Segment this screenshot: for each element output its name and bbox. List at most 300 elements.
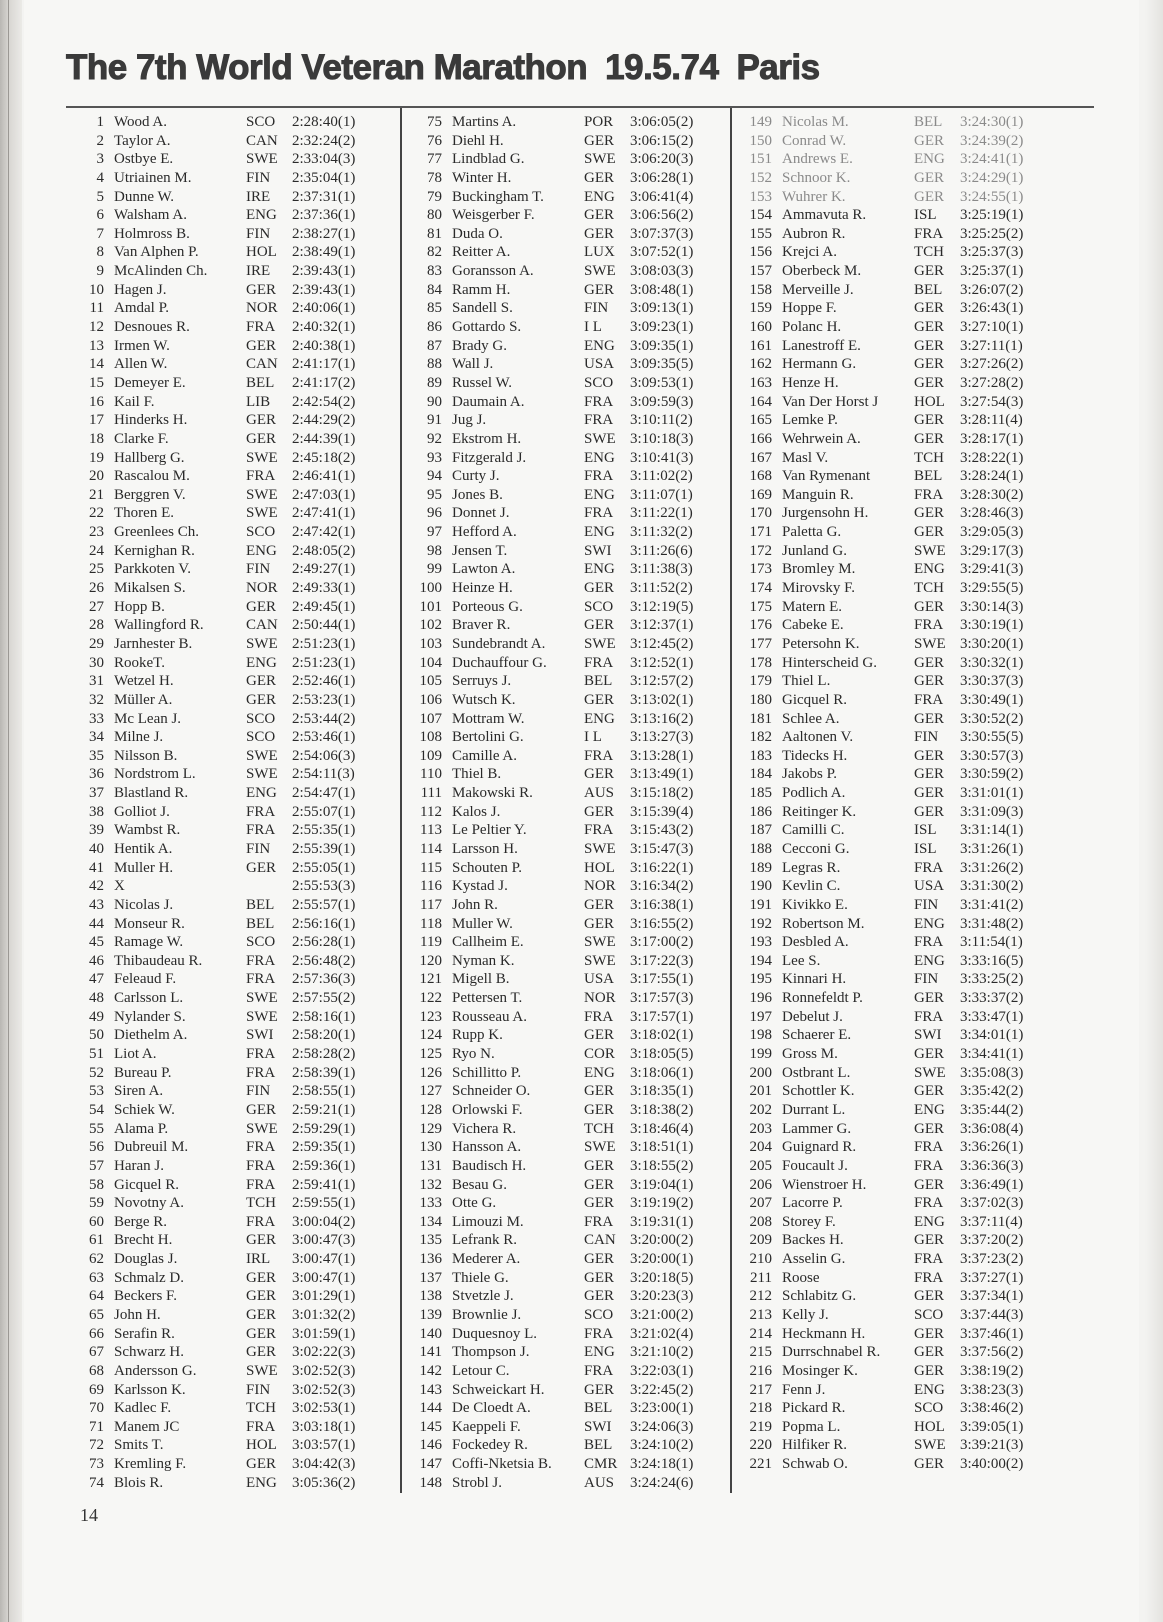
result-rank: 134 bbox=[419, 1213, 442, 1230]
result-time: 3:37:27(1) bbox=[960, 1269, 1024, 1286]
result-time: 3:30:19(1) bbox=[960, 617, 1024, 634]
result-rank: 53 bbox=[89, 1083, 104, 1100]
result-row bbox=[412, 1399, 737, 1418]
result-rank: 173 bbox=[749, 561, 772, 578]
result-name: John R. bbox=[452, 896, 498, 913]
result-time: 3:37:44(3) bbox=[960, 1307, 1024, 1323]
result-country: BEL bbox=[246, 374, 275, 391]
result-row bbox=[412, 560, 737, 579]
result-rank: 178 bbox=[749, 654, 772, 671]
result-row bbox=[74, 1399, 399, 1418]
title-word-5: Marathon bbox=[433, 48, 588, 87]
result-time: 3:06:28(1) bbox=[630, 169, 694, 186]
result-rank: 6 bbox=[96, 207, 104, 224]
result-row bbox=[412, 523, 737, 542]
result-country: I L bbox=[584, 729, 602, 746]
result-country: GER bbox=[914, 374, 944, 391]
result-time: 3:16:38(1) bbox=[630, 896, 694, 913]
result-row bbox=[742, 169, 1067, 188]
result-country: GER bbox=[246, 673, 276, 690]
result-name: Russel W. bbox=[452, 374, 513, 391]
result-country: SWE bbox=[246, 990, 278, 1007]
result-row bbox=[412, 933, 737, 952]
result-rank: 58 bbox=[89, 1176, 104, 1193]
result-row bbox=[74, 859, 399, 878]
result-row bbox=[742, 933, 1067, 952]
result-row bbox=[74, 579, 399, 598]
result-name: Kalos J. bbox=[452, 803, 501, 820]
result-rank: 124 bbox=[419, 1027, 442, 1044]
result-row bbox=[412, 821, 737, 840]
result-time: 3:13:28(1) bbox=[630, 747, 694, 764]
result-row bbox=[742, 635, 1067, 654]
result-name: Heinze H. bbox=[452, 580, 513, 597]
result-rank: 5 bbox=[96, 188, 104, 205]
result-name: Popma L. bbox=[782, 1418, 841, 1435]
result-time: 2:58:55(1) bbox=[292, 1083, 356, 1100]
result-name: Andrews E. bbox=[782, 151, 853, 168]
result-country: GER bbox=[584, 1176, 614, 1193]
result-name: Jarnhester B. bbox=[114, 635, 193, 652]
result-name: RookeT. bbox=[114, 654, 165, 671]
result-country: FIN bbox=[246, 169, 271, 186]
result-rank: 201 bbox=[749, 1083, 772, 1100]
result-time: 3:04:42(3) bbox=[292, 1456, 356, 1473]
result-country: TCH bbox=[246, 1195, 276, 1212]
result-time: 3:30:20(1) bbox=[960, 635, 1024, 652]
result-rank: 197 bbox=[749, 1008, 772, 1025]
result-time: 2:53:46(1) bbox=[292, 729, 356, 746]
result-country: SWE bbox=[246, 747, 278, 764]
result-row bbox=[412, 169, 737, 188]
result-name: Orlowski F. bbox=[452, 1101, 523, 1118]
result-time: 3:28:24(1) bbox=[960, 468, 1024, 485]
result-time: 2:53:23(1) bbox=[292, 691, 356, 708]
result-country: SWE bbox=[246, 635, 278, 652]
result-country: FRA bbox=[584, 1362, 614, 1379]
result-row bbox=[412, 1436, 737, 1455]
result-country: USA bbox=[584, 356, 615, 373]
result-time: 3:11:26(6) bbox=[630, 542, 693, 559]
result-name: Strobl J. bbox=[452, 1474, 503, 1491]
result-time: 3:15:18(2) bbox=[630, 785, 694, 802]
result-country: SCO bbox=[246, 934, 276, 951]
result-country: SCO bbox=[584, 374, 614, 391]
result-name: Hopp B. bbox=[114, 598, 165, 615]
result-row bbox=[742, 1399, 1067, 1418]
result-row bbox=[412, 132, 737, 151]
result-row bbox=[412, 225, 737, 244]
result-row bbox=[74, 486, 399, 505]
result-row bbox=[742, 337, 1067, 356]
result-rank: 142 bbox=[419, 1362, 442, 1379]
result-name: Wuhrer K. bbox=[782, 188, 846, 205]
result-rank: 143 bbox=[419, 1381, 442, 1398]
result-time: 3:18:35(1) bbox=[630, 1083, 694, 1100]
result-name: Wienstroer H. bbox=[782, 1176, 867, 1193]
result-rank: 165 bbox=[749, 412, 772, 429]
result-country: GER bbox=[914, 524, 944, 541]
result-row bbox=[742, 840, 1067, 859]
result-rank: 114 bbox=[420, 840, 442, 857]
result-row bbox=[412, 393, 737, 412]
result-name: Guignard R. bbox=[782, 1139, 857, 1156]
result-time: 3:12:19(5) bbox=[630, 598, 694, 615]
result-time: 3:33:37(2) bbox=[960, 990, 1024, 1007]
result-country: GER bbox=[914, 430, 944, 447]
result-time: 2:55:05(1) bbox=[292, 859, 356, 876]
result-country: HOL bbox=[246, 1437, 277, 1454]
result-rank: 107 bbox=[419, 710, 442, 727]
result-rank: 186 bbox=[749, 803, 772, 820]
result-name: Merveille J. bbox=[782, 281, 854, 298]
result-country: FRA bbox=[914, 859, 944, 876]
result-time: 3:13:27(3) bbox=[630, 729, 694, 746]
result-name: Mikalsen S. bbox=[114, 580, 186, 597]
result-row bbox=[74, 1176, 399, 1195]
result-name: Matern E. bbox=[782, 598, 842, 615]
result-time: 2:54:47(1) bbox=[292, 785, 356, 802]
result-time: 2:44:39(1) bbox=[292, 430, 356, 447]
result-name: Schouten P. bbox=[452, 859, 523, 876]
result-row bbox=[412, 113, 737, 132]
result-rank: 122 bbox=[419, 990, 442, 1007]
result-row bbox=[74, 188, 399, 207]
result-country: GER bbox=[914, 337, 944, 354]
result-country: GER bbox=[914, 1362, 944, 1379]
result-rank: 117 bbox=[420, 896, 442, 913]
result-rank: 209 bbox=[749, 1232, 772, 1249]
result-time: 2:42:54(2) bbox=[292, 393, 356, 410]
result-rank: 188 bbox=[749, 840, 772, 857]
result-rank: 198 bbox=[749, 1027, 772, 1044]
result-country: FRA bbox=[246, 319, 276, 336]
result-rank: 79 bbox=[427, 188, 442, 205]
result-rank: 171 bbox=[749, 524, 772, 541]
result-name: De Cloedt A. bbox=[452, 1400, 531, 1417]
result-country: BEL bbox=[584, 673, 613, 690]
result-name: Braver R. bbox=[452, 617, 511, 634]
result-rank: 19 bbox=[89, 449, 104, 466]
result-country: IRE bbox=[246, 188, 271, 205]
result-rank: 29 bbox=[89, 635, 104, 652]
result-time: 3:28:17(1) bbox=[960, 430, 1024, 447]
result-rank: 83 bbox=[427, 263, 442, 280]
result-time: 2:47:41(1) bbox=[292, 505, 356, 522]
result-time: 3:02:52(3) bbox=[292, 1381, 356, 1398]
result-name: Jurgensohn H. bbox=[782, 505, 869, 522]
result-name: Van Rymenant bbox=[782, 468, 871, 485]
result-country: ENG bbox=[914, 1213, 945, 1230]
result-row bbox=[74, 225, 399, 244]
result-name: Nyman K. bbox=[452, 952, 515, 969]
result-row bbox=[74, 449, 399, 468]
result-name: Coffi-Nketsia B. bbox=[452, 1456, 552, 1473]
result-country: FRA bbox=[584, 654, 614, 671]
result-row bbox=[74, 877, 399, 896]
result-name: Schaerer E. bbox=[782, 1027, 852, 1044]
result-rank: 28 bbox=[89, 617, 104, 634]
result-time: 3:31:26(2) bbox=[960, 859, 1024, 876]
page-title bbox=[66, 48, 820, 88]
result-time: 2:54:11(3) bbox=[292, 766, 355, 783]
result-time: 3:24:41(1) bbox=[960, 151, 1024, 168]
result-country: FRA bbox=[584, 1213, 614, 1230]
result-country: ENG bbox=[246, 542, 277, 559]
result-name: Thiel B. bbox=[452, 766, 502, 783]
result-name: Aaltonen V. bbox=[782, 729, 854, 746]
result-time: 3:12:52(1) bbox=[630, 654, 694, 671]
result-time: 3:11:52(2) bbox=[630, 580, 693, 597]
result-country: FRA bbox=[914, 617, 944, 634]
result-name: Fockedey R. bbox=[452, 1437, 528, 1454]
result-row bbox=[412, 430, 737, 449]
result-row bbox=[74, 374, 399, 393]
result-row bbox=[742, 598, 1067, 617]
result-row bbox=[742, 542, 1067, 561]
result-country: GER bbox=[584, 169, 614, 186]
page-number: 14 bbox=[80, 1505, 98, 1525]
result-rank: 87 bbox=[427, 337, 442, 354]
result-rank: 55 bbox=[89, 1120, 104, 1137]
result-name: Desbled A. bbox=[782, 934, 849, 951]
result-row bbox=[74, 803, 399, 822]
result-country: GER bbox=[914, 1046, 944, 1063]
result-row bbox=[74, 970, 399, 989]
result-country: GER bbox=[914, 319, 944, 336]
result-name: Gicquel R. bbox=[782, 691, 847, 708]
result-rank: 116 bbox=[420, 878, 442, 895]
result-time: 2:55:57(1) bbox=[292, 896, 356, 913]
result-rank: 66 bbox=[89, 1325, 104, 1342]
result-time: 3:15:43(2) bbox=[630, 822, 694, 839]
result-name: Lammer G. bbox=[782, 1120, 852, 1137]
result-name: Goransson A. bbox=[452, 263, 534, 280]
result-time: 3:07:37(3) bbox=[630, 225, 694, 242]
result-time: 3:02:53(1) bbox=[292, 1400, 356, 1417]
result-country: SWE bbox=[584, 952, 616, 969]
result-row bbox=[412, 374, 737, 393]
result-time: 3:18:02(1) bbox=[630, 1027, 694, 1044]
result-rank: 108 bbox=[419, 729, 442, 746]
result-row bbox=[412, 1138, 737, 1157]
result-country: CAN bbox=[584, 1232, 616, 1249]
result-name: Berge R. bbox=[114, 1213, 168, 1230]
result-country: GER bbox=[914, 1232, 944, 1249]
result-row bbox=[412, 1269, 737, 1288]
result-time: 3:28:22(1) bbox=[960, 449, 1024, 466]
result-time: 3:20:00(2) bbox=[630, 1232, 694, 1249]
result-row bbox=[742, 1436, 1067, 1455]
result-time: 3:12:45(2) bbox=[630, 635, 694, 652]
result-rank: 81 bbox=[427, 225, 442, 242]
result-time: 3:37:56(2) bbox=[960, 1344, 1024, 1361]
result-time: 2:55:07(1) bbox=[292, 803, 356, 820]
result-rank: 128 bbox=[419, 1101, 442, 1118]
result-name: Lemke P. bbox=[782, 412, 838, 429]
result-time: 3:24:55(1) bbox=[960, 188, 1024, 205]
result-name: Robertson M. bbox=[782, 915, 865, 932]
result-name: Kadlec F. bbox=[114, 1400, 172, 1417]
result-time: 3:03:18(1) bbox=[292, 1418, 356, 1435]
result-rank: 154 bbox=[749, 207, 772, 224]
result-rank: 146 bbox=[419, 1437, 442, 1454]
result-row bbox=[74, 1381, 399, 1400]
result-time: 3:30:57(3) bbox=[960, 747, 1024, 764]
result-row bbox=[412, 1157, 737, 1176]
result-name: Liot A. bbox=[114, 1046, 157, 1063]
result-country: FRA bbox=[914, 1139, 944, 1156]
result-row bbox=[74, 915, 399, 934]
result-name: Berggren V. bbox=[114, 486, 186, 503]
result-time: 3:37:23(2) bbox=[960, 1251, 1024, 1268]
result-row bbox=[742, 1250, 1067, 1269]
result-time: 2:40:06(1) bbox=[292, 300, 356, 317]
result-row bbox=[74, 635, 399, 654]
result-rank: 113 bbox=[420, 822, 442, 839]
result-rank: 51 bbox=[89, 1046, 104, 1063]
result-time: 2:58:20(1) bbox=[292, 1027, 356, 1044]
result-rank: 127 bbox=[419, 1083, 442, 1100]
result-name: Letour C. bbox=[452, 1362, 510, 1379]
result-row bbox=[74, 654, 399, 673]
result-country: IRL bbox=[246, 1251, 271, 1268]
result-rank: 12 bbox=[89, 319, 104, 336]
result-rank: 129 bbox=[419, 1120, 442, 1137]
result-country: GER bbox=[584, 1027, 614, 1044]
result-rank: 37 bbox=[89, 785, 104, 802]
result-row bbox=[742, 691, 1067, 710]
result-name: Storey F. bbox=[782, 1213, 836, 1230]
result-country: ENG bbox=[914, 1381, 945, 1398]
result-time: 3:39:05(1) bbox=[960, 1418, 1024, 1435]
result-rank: 167 bbox=[749, 449, 772, 466]
title-word-4: Veteran bbox=[301, 48, 425, 87]
result-time: 3:25:37(1) bbox=[960, 263, 1024, 280]
result-name: Amdal P. bbox=[114, 300, 170, 317]
result-row bbox=[742, 1269, 1067, 1288]
result-time: 3:31:14(1) bbox=[960, 822, 1024, 839]
result-rank: 86 bbox=[427, 319, 442, 336]
result-name: Martins A. bbox=[452, 114, 517, 130]
result-rank: 42 bbox=[89, 878, 104, 895]
result-time: 3:17:57(3) bbox=[630, 990, 694, 1007]
result-time: 2:59:21(1) bbox=[292, 1101, 356, 1118]
result-time: 3:27:10(1) bbox=[960, 319, 1024, 336]
result-rank: 185 bbox=[749, 785, 772, 802]
result-time: 3:00:47(3) bbox=[292, 1232, 356, 1249]
result-country: GER bbox=[584, 617, 614, 634]
result-name: Ostbye E. bbox=[114, 151, 174, 168]
result-row bbox=[742, 1026, 1067, 1045]
result-rank: 148 bbox=[419, 1474, 442, 1491]
result-rank: 46 bbox=[89, 952, 104, 969]
result-time: 2:44:29(2) bbox=[292, 412, 356, 429]
result-name: Bertolini G. bbox=[452, 729, 524, 746]
result-row bbox=[742, 1101, 1067, 1120]
result-row bbox=[742, 225, 1067, 244]
result-country: LIB bbox=[246, 393, 271, 410]
result-country: GER bbox=[914, 300, 944, 317]
result-country: GER bbox=[246, 1325, 276, 1342]
result-country: FRA bbox=[584, 1008, 614, 1025]
result-time: 2:48:05(2) bbox=[292, 542, 356, 559]
result-time: 2:45:18(2) bbox=[292, 449, 356, 466]
result-time: 3:16:22(1) bbox=[630, 859, 694, 876]
result-time: 2:57:36(3) bbox=[292, 971, 356, 988]
result-name: Jensen T. bbox=[452, 542, 508, 559]
result-row bbox=[742, 374, 1067, 393]
result-row bbox=[412, 411, 737, 430]
result-name: Manem JC bbox=[114, 1418, 180, 1435]
result-time: 3:35:44(2) bbox=[960, 1101, 1024, 1118]
result-row bbox=[742, 877, 1067, 896]
result-rank: 160 bbox=[749, 319, 772, 336]
result-country: HOL bbox=[914, 393, 945, 410]
result-name: Nicolas J. bbox=[114, 896, 174, 913]
result-name: Masl V. bbox=[782, 449, 829, 466]
result-row bbox=[74, 281, 399, 300]
result-name: Baudisch H. bbox=[452, 1157, 527, 1174]
result-country: ENG bbox=[246, 785, 277, 802]
result-name: Demeyer E. bbox=[114, 374, 186, 391]
result-time: 3:21:10(2) bbox=[630, 1344, 694, 1361]
result-name: Durrant L. bbox=[782, 1101, 846, 1118]
result-time: 3:37:02(3) bbox=[960, 1195, 1024, 1212]
result-rank: 166 bbox=[749, 430, 772, 447]
result-country: GER bbox=[914, 1456, 944, 1473]
result-name: Reitinger K. bbox=[782, 803, 857, 820]
result-rank: 61 bbox=[89, 1232, 104, 1249]
result-name: Bromley M. bbox=[782, 561, 856, 578]
result-country: SWI bbox=[584, 1418, 612, 1435]
result-row bbox=[412, 318, 737, 337]
result-rank: 200 bbox=[749, 1064, 772, 1081]
result-rank: 89 bbox=[427, 374, 442, 391]
result-name: Allen W. bbox=[114, 356, 168, 373]
result-country: FIN bbox=[914, 729, 939, 746]
result-rank: 44 bbox=[89, 915, 104, 932]
result-row bbox=[74, 542, 399, 561]
result-country: SWI bbox=[584, 542, 612, 559]
result-name: Nicolas M. bbox=[782, 114, 849, 130]
result-time: 2:59:35(1) bbox=[292, 1139, 356, 1156]
result-rank: 151 bbox=[749, 151, 772, 168]
result-country: ENG bbox=[584, 524, 615, 541]
result-name: Blastland R. bbox=[114, 785, 189, 802]
result-time: 3:11:07(1) bbox=[630, 486, 693, 503]
result-country: GER bbox=[584, 1101, 614, 1118]
result-row bbox=[412, 1120, 737, 1139]
result-rank: 26 bbox=[89, 580, 104, 597]
result-name: Krejci A. bbox=[782, 244, 837, 261]
result-time: 3:18:05(5) bbox=[630, 1046, 694, 1063]
result-row bbox=[74, 952, 399, 971]
result-row bbox=[74, 672, 399, 691]
result-name: Nordstrom L. bbox=[114, 766, 196, 783]
result-time: 2:47:42(1) bbox=[292, 524, 356, 541]
result-rank: 30 bbox=[89, 654, 104, 671]
result-time: 3:09:35(5) bbox=[630, 356, 694, 373]
result-country: GER bbox=[584, 1157, 614, 1174]
result-time: 2:54:06(3) bbox=[292, 747, 356, 764]
result-rank: 169 bbox=[749, 486, 772, 503]
result-rank: 92 bbox=[427, 430, 442, 447]
result-name: Weisgerber F. bbox=[452, 207, 535, 224]
result-rank: 137 bbox=[419, 1269, 442, 1286]
result-rank: 38 bbox=[89, 803, 104, 820]
result-rank: 76 bbox=[427, 132, 442, 149]
